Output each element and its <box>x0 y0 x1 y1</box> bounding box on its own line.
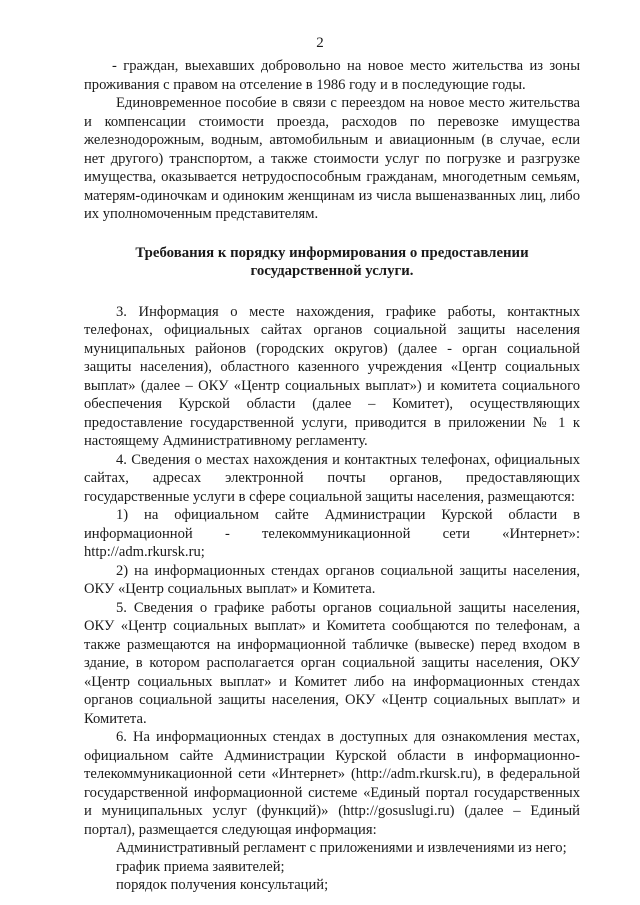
paragraph-item-4: 4. Сведения о местах нахождения и контактных телефонах, официальных сайтах, адресах электронной почты органов, предоставляющих государственные услуги в сфере социальной защиты населения, размещаются: <box>84 451 580 505</box>
paragraph-reception-schedule: график приема заявителей; <box>116 858 285 875</box>
paragraph-item-6: 6. На информационных стендах в доступных для ознакомления местах, официальном сайте Администрации Курской области в информационно-телекоммуникационной сети «Интернет» (http://adm.rkursk.ru), в федеральной государственной информационной системе «Единый портал государственных и муниципальных услуг (функций)» (http://gosuslugi.ru) (далее – Единый портал), размещается следующая информация: <box>84 729 580 838</box>
paragraph-item-3: 3. Информация о месте нахождения, графике работы, контактных телефонах, официальных сайтах органов социальной защиты населения муниципальных районов (городских округов) (далее - орган социальной защиты населения), областного казенного учреждения «Центр социальных выплат» (далее – ОКУ «Центр социальных выплат») и комитета социального обеспечения Курской области (далее – Комитет), осуществляющих предоставление государственной услуги, приводится в приложении № 1 к настоящему Административному регламенту. <box>84 303 580 449</box>
paragraph-lump-sum-benefit: Единовременное пособие в связи с переездом на новое место жительства и компенсации стоимости проезда, расходов по перевозке имущества железнодорожным, водным, автомобильным и авиационным (в случае, если нет другого) транспортом, а также стоимости услуг по погрузке и разгрузке имущества, оказывается нетрудоспособным гражданам, многодетным семьям, матерям-одиночкам и одиноким женщинам из числа вышеназванных лиц, либо их уполномоченным представителям. <box>84 95 580 222</box>
section-heading-line-1: Требования к порядку информирования о предоставлении <box>135 244 529 261</box>
page-number: 2 <box>316 35 324 51</box>
paragraph-item-4-2: 2) на информационных стендах органов социальной защиты населения, ОКУ «Центр социальных выплат» и Комитета. <box>84 562 580 597</box>
section-heading <box>84 244 580 281</box>
document-body <box>84 57 580 895</box>
paragraph-regulation-list: Административный регламент с приложениями и извлечениями из него; <box>116 840 567 856</box>
paragraph-item-4-1: 1) на официальном сайте Администрации Курской области в информационной - телекоммуникационной сети «Интернет»: http://adm.rkursk.ru; <box>84 507 580 560</box>
section-heading-line-2: государственной услуги. <box>250 263 414 279</box>
paragraph-evacuees: - граждан, выехавших добровольно на новое место жительства из зоны проживания с правом на отселение в 1986 году и в последующие годы. <box>84 58 580 93</box>
paragraph-consultation-order: порядок получения консультаций; <box>116 877 329 893</box>
paragraph-item-5: 5. Сведения о графике работы органов социальной защиты населения, ОКУ «Центр социальных выплат» и Комитета сообщаются по телефонам, а также размещаются на информационной табличке (вывеске) перед входом в здание, в котором располагается орган социальной защиты населения, ОКУ «Центр социальных выплат» и Комитет либо на информационных стендах органов социальной защиты населения, ОКУ «Центр социальных выплат» и Комитета. <box>84 599 580 727</box>
